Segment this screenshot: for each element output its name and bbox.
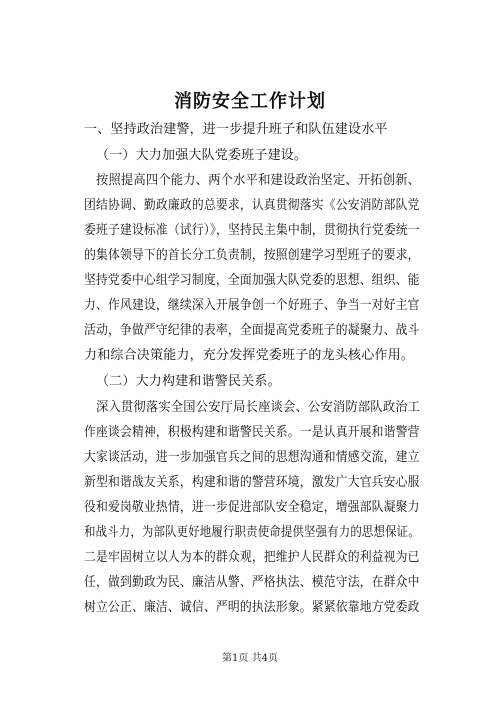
paragraph-line: 二是牢固树立以人为本的群众观，把维护人民群众的利益视为已 xyxy=(84,550,420,565)
subsection-heading-1: （一）大力加强大队党委班子建设。 xyxy=(96,148,308,163)
paragraph-line: 团结协调、勤政廉政的总要求，认真贯彻落实《公安消防部队党 xyxy=(84,198,420,213)
page-number-footer: 第1页 共4页 xyxy=(222,653,278,664)
paragraph-line: 树立公正、廉洁、诚信、严明的执法形象。紧紧依靠地方党委政 xyxy=(84,600,420,615)
paragraph-line: 作座谈会精神，积极构建和谐警民关系。一是认真开展和谐警营 xyxy=(84,425,420,440)
paragraph-line: 任，做到勤政为民、廉洁从警、严格执法、模范守法，在群众中 xyxy=(84,575,420,590)
subsection-heading-2: （二）大力构建和谐警民关系。 xyxy=(96,374,281,389)
paragraph-line: 活动，争做严守纪律的表率，全面提高党委班子的凝聚力、战斗 xyxy=(84,323,420,338)
section-heading-1: 一、坚持政治建警，进一步提升班子和队伍建设水平 xyxy=(84,122,388,137)
paragraph-line: 役和爱岗敬业热情，进一步促进部队安全稳定，增强部队凝聚力 xyxy=(84,500,420,515)
paragraph-line: 坚持党委中心组学习制度，全面加强大队党委的思想、组织、能 xyxy=(84,273,420,288)
paragraph-line: 新型和谐战友关系，构建和谐的警营环境，激发广大官兵安心服 xyxy=(84,475,420,490)
paragraph-line: 力和综合决策能力，充分发挥党委班子的龙头核心作用。 xyxy=(84,348,415,363)
paragraph-line: 和战斗力，为部队更好地履行职责使命提供坚强有力的思想保证。 xyxy=(84,525,420,540)
paragraph-line: 深入贯彻落实全国公安厅局长座谈会、公安消防部队政治工 xyxy=(96,400,421,415)
paragraph-line: 按照提高四个能力、两个水平和建设政治坚定、开拓创新、 xyxy=(96,173,421,188)
paragraph-line: 的集体领导下的首长分工负责制，按照创建学习型班子的要求， xyxy=(84,248,420,263)
document-title: 消防安全工作计划 xyxy=(174,91,326,112)
paragraph-line: 大家谈活动，进一步加强官兵之间的思想沟通和情感交流，建立 xyxy=(84,450,420,465)
paragraph-line: 力、作风建设，继续深入开展争创一个好班子、争当一对好主官 xyxy=(84,298,420,313)
paragraph-line: 委班子建设标准（试行）》，坚持民主集中制，贯彻执行党委统一 xyxy=(84,223,420,238)
